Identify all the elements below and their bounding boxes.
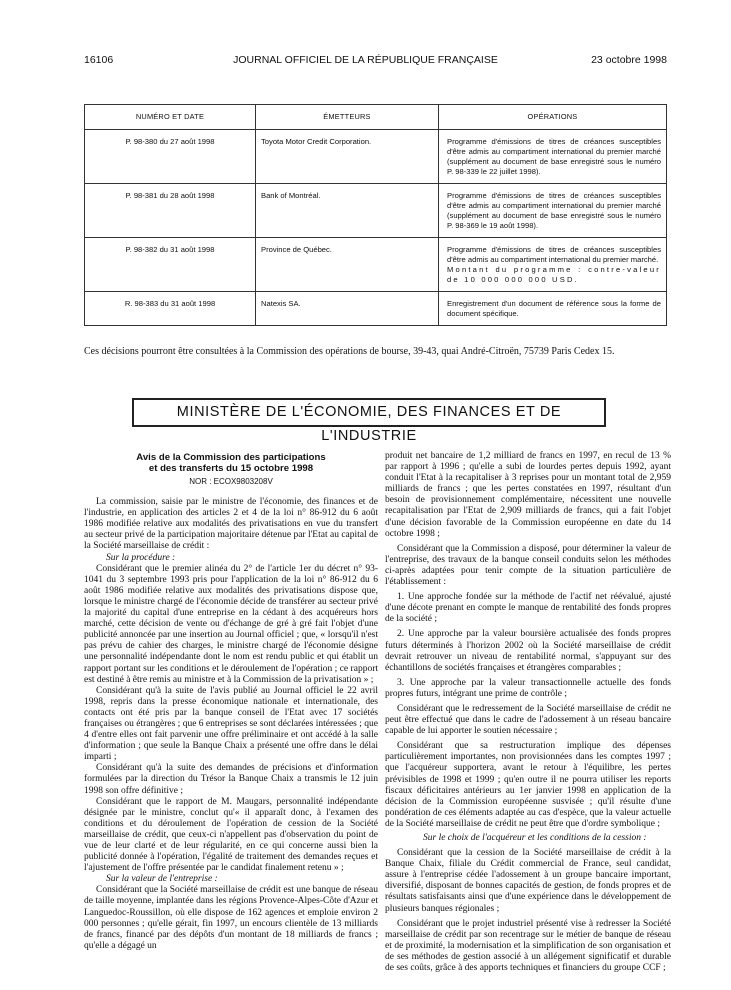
column-header-issuers: ÉMETTEURS: [256, 105, 439, 130]
column-header-number-date: NUMÉRO ET DATE: [85, 105, 256, 130]
paragraph: Considérant qu'à la suite de l'avis publié au Journal officiel le 22 avril 1998, repris dans la presse économique nationale et internationale, des contacts ont été pris par la banque conseil de l'Etat avec 17 sociétés françaises ou étrangères ; que 6 entreprises se sont déclarées intéressées ; que 4 d'entre elles ont fait parvenir une offre préliminaire et ont accédé à la salle d'information ; que seule la Banque Chaix a présenté une offre dans le délai imparti ;: [84, 685, 378, 763]
table-row: [85, 292, 667, 326]
issue-date: 23 octobre 1998: [591, 54, 667, 66]
article-right-column: [385, 451, 671, 974]
nor-reference: NOR : ECOX9803208V: [189, 477, 273, 486]
paragraph: 3. Une approche par la valeur transactionnelle actuelle des fonds propres futurs, intégrant une prime de contrôle ;: [385, 677, 671, 699]
operation-text: Programme d'émissions de titres de créances susceptibles d'être admis au compartiment international du premier marché (supplément au document de base enregistré sous le numéro P. 98-339 le 22 juillet 1998).: [447, 137, 661, 176]
paragraph: Considérant que la Commission a disposé, pour déterminer la valeur de l'entreprise, des travaux de la banque conseil conduits selon les méthodes ci-après adaptées pour tenir compte de la situation particulière de l'établissement :: [385, 543, 671, 588]
paragraph: Considérant que la Société marseillaise de crédit est une banque de réseau de taille moyenne, implantée dans les régions Provence-Alpes-Côte d'Azur et Languedoc-Roussillon, où elle dispose de 162 agences et emploie environ 2 000 personnes ; qu'elle gérait, fin 1997, un encours clientèle de 13 milliards de francs, financé par des dépôts d'un montant de 18 milliards de francs ; qu'elle a dégagé un: [84, 885, 379, 951]
section-subheading: Sur le choix de l'acquéreur et les conditions de la cession :: [423, 833, 647, 843]
consultation-note: Ces décisions pourront être consultées à la Commission des opérations de bourse, 39-43, quai André-Citroën, 75739 Paris Cedex 15.: [84, 346, 615, 357]
page-number: 16106: [84, 54, 114, 66]
operation-text: Programme d'émissions de titres de créances susceptibles d'être admis au compartiment international du premier marché (supplément au document de base enregistré sous le numéro P. 98-369 le 19 août 1998).: [447, 191, 661, 230]
table-row: [85, 130, 667, 184]
cell-issuer: Bank of Montréal.: [256, 184, 439, 238]
paragraph: La commission, saisie par le ministre de l'économie, des finances et de l'industrie, en application des articles 2 et 4 de la loi n° 86-912 du 6 août 1986 modifiée relative aux modalités des privatisations en vue du transfert au secteur privé de la participation majoritaire détenue par l'Etat au capital de la Société marseillaise de crédit :: [84, 497, 378, 552]
cell-operation: [439, 238, 667, 292]
paragraph: Considérant que la cession de la Société marseillaise de crédit à la Banque Chaix, filiale du Crédit commercial de France, seul candidat, assure à l'entreprise cédée l'adossement à un groupe bancaire important, diversifié, disposant de bonnes capacités de gestion, de fonds propres et de résultats satisfaisants ainsi que d'une expérience dans le développement de plusieurs banques régionales ;: [385, 848, 671, 914]
table-row: [85, 184, 667, 238]
cell-issuer: Toyota Motor Credit Corporation.: [256, 130, 439, 184]
cell-number-date: P. 98-381 du 28 août 1998: [85, 184, 256, 238]
operations-table: [84, 104, 667, 326]
paragraph: Considérant que le premier alinéa du 2° de l'article 1er du décret n° 93-1041 du 3 septembre 1993 pris pour l'application de la loi n° 86-912 du 6 août 1986 modifiée relative aux modalités des privatisations dispose que, lorsque le ministre chargé de l'économie décide de transférer au secteur privé la majorité du capital d'une entreprise en la cédant à des acquéreurs hors marché, cette décision de vente ou d'échange de gré à gré fait l'objet d'une publicité annoncée par une insertion au Journal officiel ; que, « lorsqu'il n'est pas prévu de cahier des charges, le ministre chargé de l'économie désigne une personnalité indépendante dont le nom est rendu public et qui établit un rapport portant sur les conditions et le déroulement de l'opération ; ce rapport est destiné à être remis au ministre et à la Commission de la privatisation » ;: [84, 563, 378, 685]
section-subheading: Sur la procédure :: [106, 552, 176, 563]
cell-issuer: Natexis SA.: [256, 292, 439, 326]
paragraph: 1. Une approche fondée sur la méthode de l'actif net réévalué, ajusté d'une décote prenant en compte le manque de rentabilité des fonds propres de la société ;: [385, 592, 671, 625]
cell-number-date: P. 98-382 du 31 août 1998: [85, 238, 256, 292]
paragraph: Considérant que le redressement de la Société marseillaise de crédit ne peut être effectué que dans le cadre de l'adossement à un réseau bancaire capable de lui apporter le soutien nécessaire ;: [385, 703, 671, 737]
section-subheading: Sur la valeur de l'entreprise :: [106, 874, 218, 885]
left-column-body: [84, 497, 378, 952]
paragraph: Considérant que le projet industriel présenté vise à redresser la Société marseillaise de crédit par son recentrage sur le métier de banque de réseau et de proximité, la modernisation et la simplification de son organisation et de ses méthodes de gestion associé à un allégement significatif et durable de ses coûts, grâce à des apports techniques et financiers du groupe CCF ;: [385, 918, 671, 974]
journal-title: JOURNAL OFFICIEL DE LA RÉPUBLIQUE FRANÇAISE: [233, 54, 498, 66]
paragraph: Considérant que sa restructuration implique des dépenses particulièrement importantes, non provisionnées dans les comptes 1997 ; que l'acquéreur supportera, avant le retour à l'équilibre, les pertes prévisibles de 1998 et 1999 ; qu'en outre il ne pourra utiliser les reports fiscaux déficitaires antérieurs au 1er janvier 1998 en application de la décision de la Commission européenne susvisée ; qu'il résulte d'une pondération de ces éléments adaptée au cas d'espèce, que la valeur actuelle de la Société marseillaise de crédit ne peut être que d'ordre symbolique ;: [385, 741, 671, 829]
article-title-line-1: Avis de la Commission des participations: [136, 452, 326, 463]
table-header-row: [85, 105, 667, 130]
cell-number-date: P. 98-380 du 27 août 1998: [85, 130, 256, 184]
cell-operation: [439, 184, 667, 238]
article-title-line-2: et des transferts du 15 octobre 1998: [148, 463, 314, 474]
paragraph: 2. Une approche par la valeur boursière actualisée des fonds propres futurs déterminés à l'horizon 2002 où la Société marseillaise de crédit devrait retrouver un niveau de rentabilité normal, s'appuyant sur des échantillons de sociétés françaises et étrangères comparables ;: [385, 629, 671, 673]
operation-text: Programme d'émissions de titres de créances susceptibles d'être admis au compartiment international du premier marché.: [447, 245, 661, 264]
cell-operation: [439, 292, 667, 326]
paragraph: produit net bancaire de 1,2 milliard de francs en 1997, en recul de 13 % par rapport à 1996 ; qu'elle a subi de lourdes pertes depuis 1992, ayant conduit l'Etat à la recapitaliser à 3 reprises pour un montant total de 2,959 milliards de francs ; que les pertes constatées en 1997, résultant d'un besoin de provisionnement complémentaire, nécessitent une nouvelle recapitalisation par l'Etat de 2,909 milliards de francs, qui a fait l'objet d'une décision favorable de la Commission européenne en date du 14 octobre 1998 ;: [385, 451, 671, 539]
cell-number-date: R. 98-383 du 31 août 1998: [85, 292, 256, 326]
paragraph: Considérant que le rapport de M. Maugars, personnalité indépendante désignée par le ministre, conclut qu'« il apparaît donc, à l'examen des conditions et du déroulement de l'opération de cession de la Société marseillaise de crédit, que ceux-ci n'appellent pas d'observation du point de vue de leur clarté et de leur régularité, en ce qui concerne aussi bien la publicité donnée à l'opération, l'égalité de traitement des demandes reçues et l'ajustement de l'offre présentée par le candidat finalement retenu » ;: [84, 796, 378, 874]
operation-amount: Montant du programme : contre-valeur de 10 000 000 000 USD.: [447, 265, 661, 284]
table-row: [85, 238, 667, 292]
operation-text: Enregistrement d'un document de référence sous la forme de document spécifique.: [447, 299, 661, 318]
article-left-column: [84, 452, 378, 952]
column-header-operations: OPÉRATIONS: [439, 105, 667, 130]
paragraph: Considérant qu'à la suite des demandes de précisions et d'information formulées par la direction du Trésor la Banque Chaix a transmis le 12 juin 1998 son offre définitive ;: [84, 763, 378, 796]
cell-operation: [439, 130, 667, 184]
right-column-body: [385, 451, 671, 974]
ministry-title-box: MINISTÈRE DE L'ÉCONOMIE, DES FINANCES ET DE L'INDUSTRIE: [132, 398, 606, 427]
cell-issuer: Province de Québec.: [256, 238, 439, 292]
page-header: [0, 54, 731, 68]
